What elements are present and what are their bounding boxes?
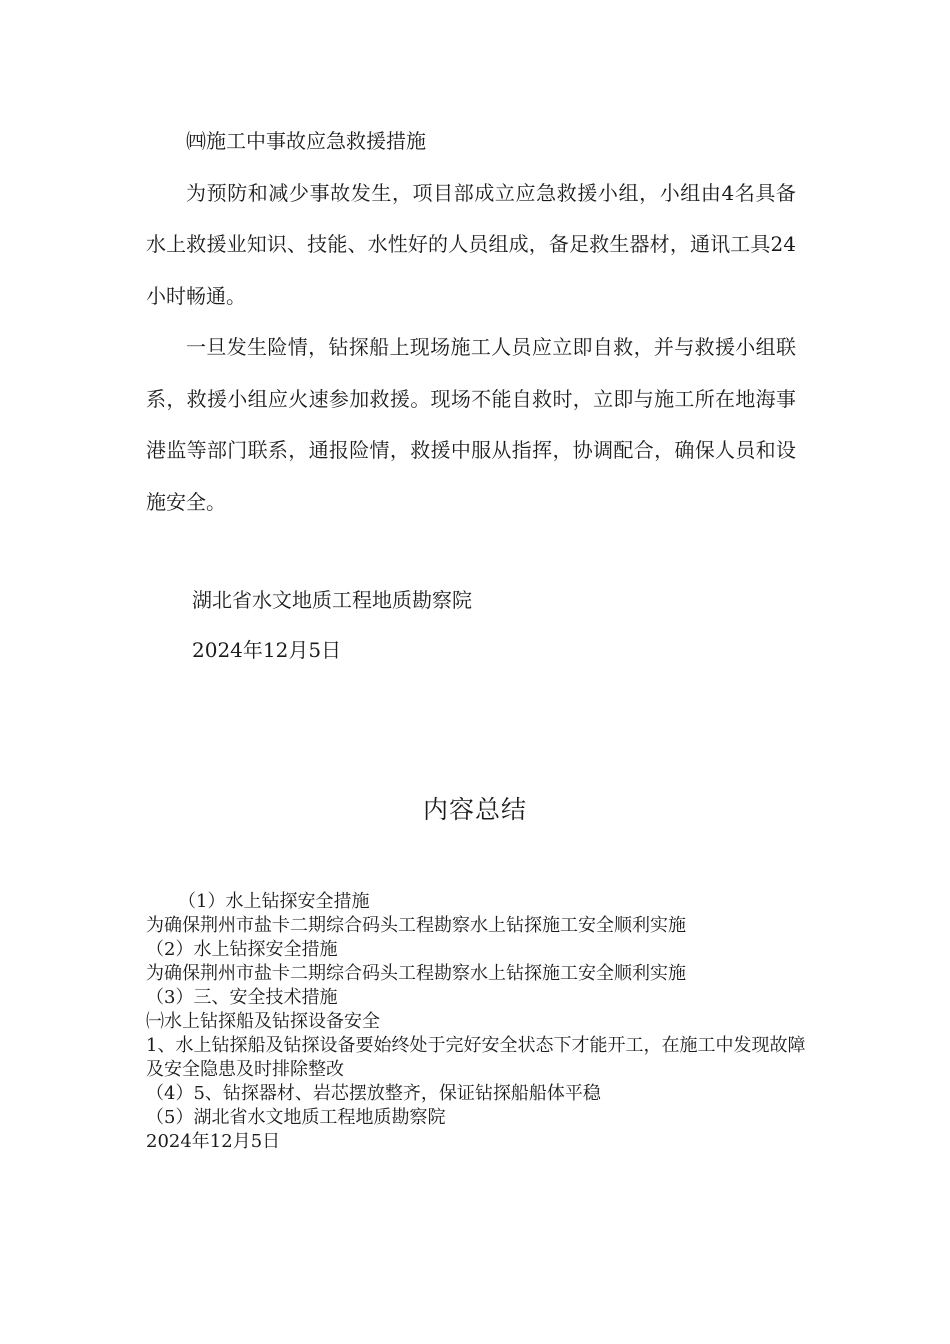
summary-line: ㈠水上钻探船及钻探设备安全 [146, 1011, 380, 1032]
summary-line: （1）水上钻探安全措施 [178, 891, 370, 912]
summary-list [146, 890, 806, 1154]
signature-organization: 湖北省水文地质工程地质勘察院 [192, 588, 472, 612]
summary-line: （5）湖北省水文地质工程地质勘察院 [146, 1107, 446, 1128]
summary-line: （3）三、安全技术措施 [146, 987, 338, 1008]
summary-title: 内容总结 [422, 795, 527, 824]
summary-line: （2）水上钻探安全措施 [146, 939, 338, 960]
signature-date: 2024年12月5日 [192, 638, 342, 662]
body-paragraph: 一旦发生险情，钻探船上现场施工人员应立即自救，并与救援小组联系，救援小组应火速参加救援。现场不能自救时，立即与施工所在地海事港监等部门联系，通报险情，救援中服从指挥，协调配合，确保人员和设施安全。 [146, 335, 796, 514]
summary-line: （4）5、钻探器材、岩芯摆放整齐，保证钻探船船体平稳 [146, 1083, 601, 1104]
section-heading: ㈣施工中事故应急救援措施 [186, 129, 426, 153]
body-paragraph: 为预防和减少事故发生，项目部成立应急救援小组，小组由4名具备水上救援业知识、技能、水性好的人员组成，备足救生器材，通讯工具24小时畅通。 [146, 180, 796, 308]
summary-line: 1、水上钻探船及钻探设备要始终处于完好安全状态下才能开工，在施工中发现故障及安全隐患及时排除整改 [146, 1035, 806, 1080]
document-body [146, 116, 796, 528]
summary-line: 为确保荆州市盐卡二期综合码头工程勘察水上钻探施工安全顺利实施 [146, 963, 686, 984]
summary-line: 2024年12月5日 [146, 1131, 281, 1152]
summary-line: 为确保荆州市盐卡二期综合码头工程勘察水上钻探施工安全顺利实施 [146, 915, 686, 936]
